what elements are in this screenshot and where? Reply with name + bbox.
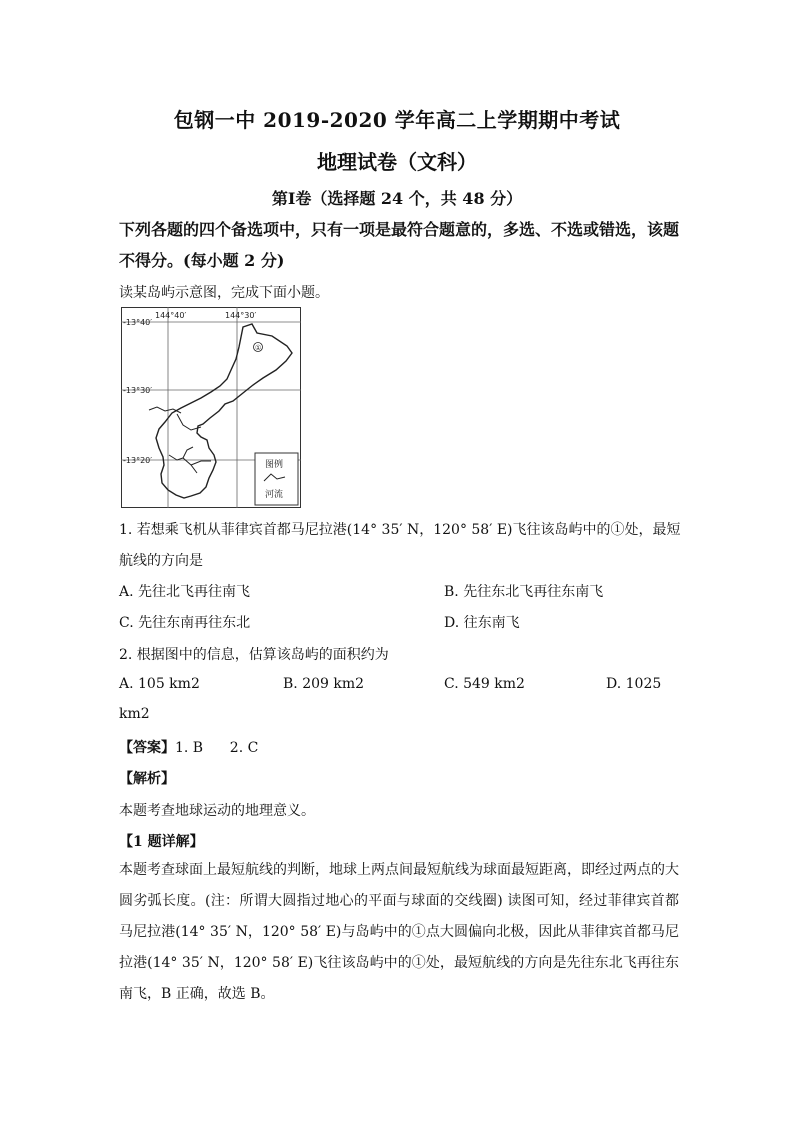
detail-1-label: 【1 题详解】 bbox=[119, 834, 204, 850]
section-heading: 第Ⅰ卷（选择题 24 个，共 48 分） bbox=[271, 189, 523, 208]
question-1-stem: 1. 若想乘飞机从菲律宾首都马尼拉港(14° 35′ N，120° 58′ E)飞往该岛屿中的①处，最短 bbox=[119, 522, 681, 538]
q2-option-b: B. 209 km2 bbox=[283, 676, 365, 692]
legend-item: 河流 bbox=[265, 490, 284, 500]
island-map-figure bbox=[121, 307, 301, 508]
island-map bbox=[121, 307, 301, 508]
lat-label: -13°40′ bbox=[123, 318, 153, 327]
q1-option-a: A. 先往北飞再往南飞 bbox=[119, 584, 251, 600]
intro-text: 读某岛屿示意图，完成下面小题。 bbox=[119, 285, 329, 301]
q2-option-d-wrap: km2 bbox=[119, 706, 150, 722]
q2-option-a: A. 105 km2 bbox=[119, 676, 200, 692]
legend-title: 图例 bbox=[265, 460, 284, 470]
exam-title: 包钢一中 2019-2020 学年高二上学期期中考试 bbox=[173, 108, 621, 132]
answer-text: 1. B 2. C bbox=[175, 740, 259, 756]
analysis-label: 【解析】 bbox=[119, 771, 175, 787]
exam-subject: 地理试卷（文科） bbox=[317, 150, 477, 174]
lat-label: -13°20′ bbox=[123, 456, 153, 465]
q1-option-b: B. 先往东北飞再往东南飞 bbox=[444, 584, 604, 600]
marker-label: ① bbox=[255, 344, 262, 352]
lat-label: -13°30′ bbox=[123, 386, 153, 395]
analysis-text: 本题考查地球运动的地理意义。 bbox=[119, 803, 315, 819]
detail-1-text: 本题考查球面上最短航线的判断，地球上两点间最短航线为球面最短距离，即经过两点的大圆劣弧长度。(注：所谓大圆指过地心的平面与球面的交线圈) 读图可知，经过菲律宾首都马尼拉港(14° 35′ N，120° 58′ E)与岛屿中的①点大圆偏向北极，因此从菲律宾首都马尼拉港(14° 35′ N，120° 58′ E)飞往该岛屿中的①处，最短航线的方向是先往东北飞再往东南飞，B 正确，故选 B。 bbox=[119, 862, 679, 1002]
q2-option-c: C. 549 km2 bbox=[444, 676, 525, 692]
answer-label: 【答案】 bbox=[119, 740, 175, 756]
q1-option-d: D. 往东南飞 bbox=[444, 615, 520, 631]
question-1-stem-cont: 航线的方向是 bbox=[119, 553, 203, 569]
instructions: 下列各题的四个备选项中，只有一项是最符合题意的，多选、不选或错选，该题不得分。(每小题 2 分) bbox=[119, 220, 680, 270]
answer-line bbox=[119, 737, 258, 757]
lon-label: 144°30′ bbox=[225, 311, 257, 320]
question-2-stem: 2. 根据图中的信息，估算该岛屿的面积约为 bbox=[119, 647, 389, 663]
q1-option-c: C. 先往东南再往东北 bbox=[119, 615, 251, 631]
lon-label: 144°40′ bbox=[155, 311, 187, 320]
q2-option-d: D. 1025 bbox=[606, 676, 662, 692]
